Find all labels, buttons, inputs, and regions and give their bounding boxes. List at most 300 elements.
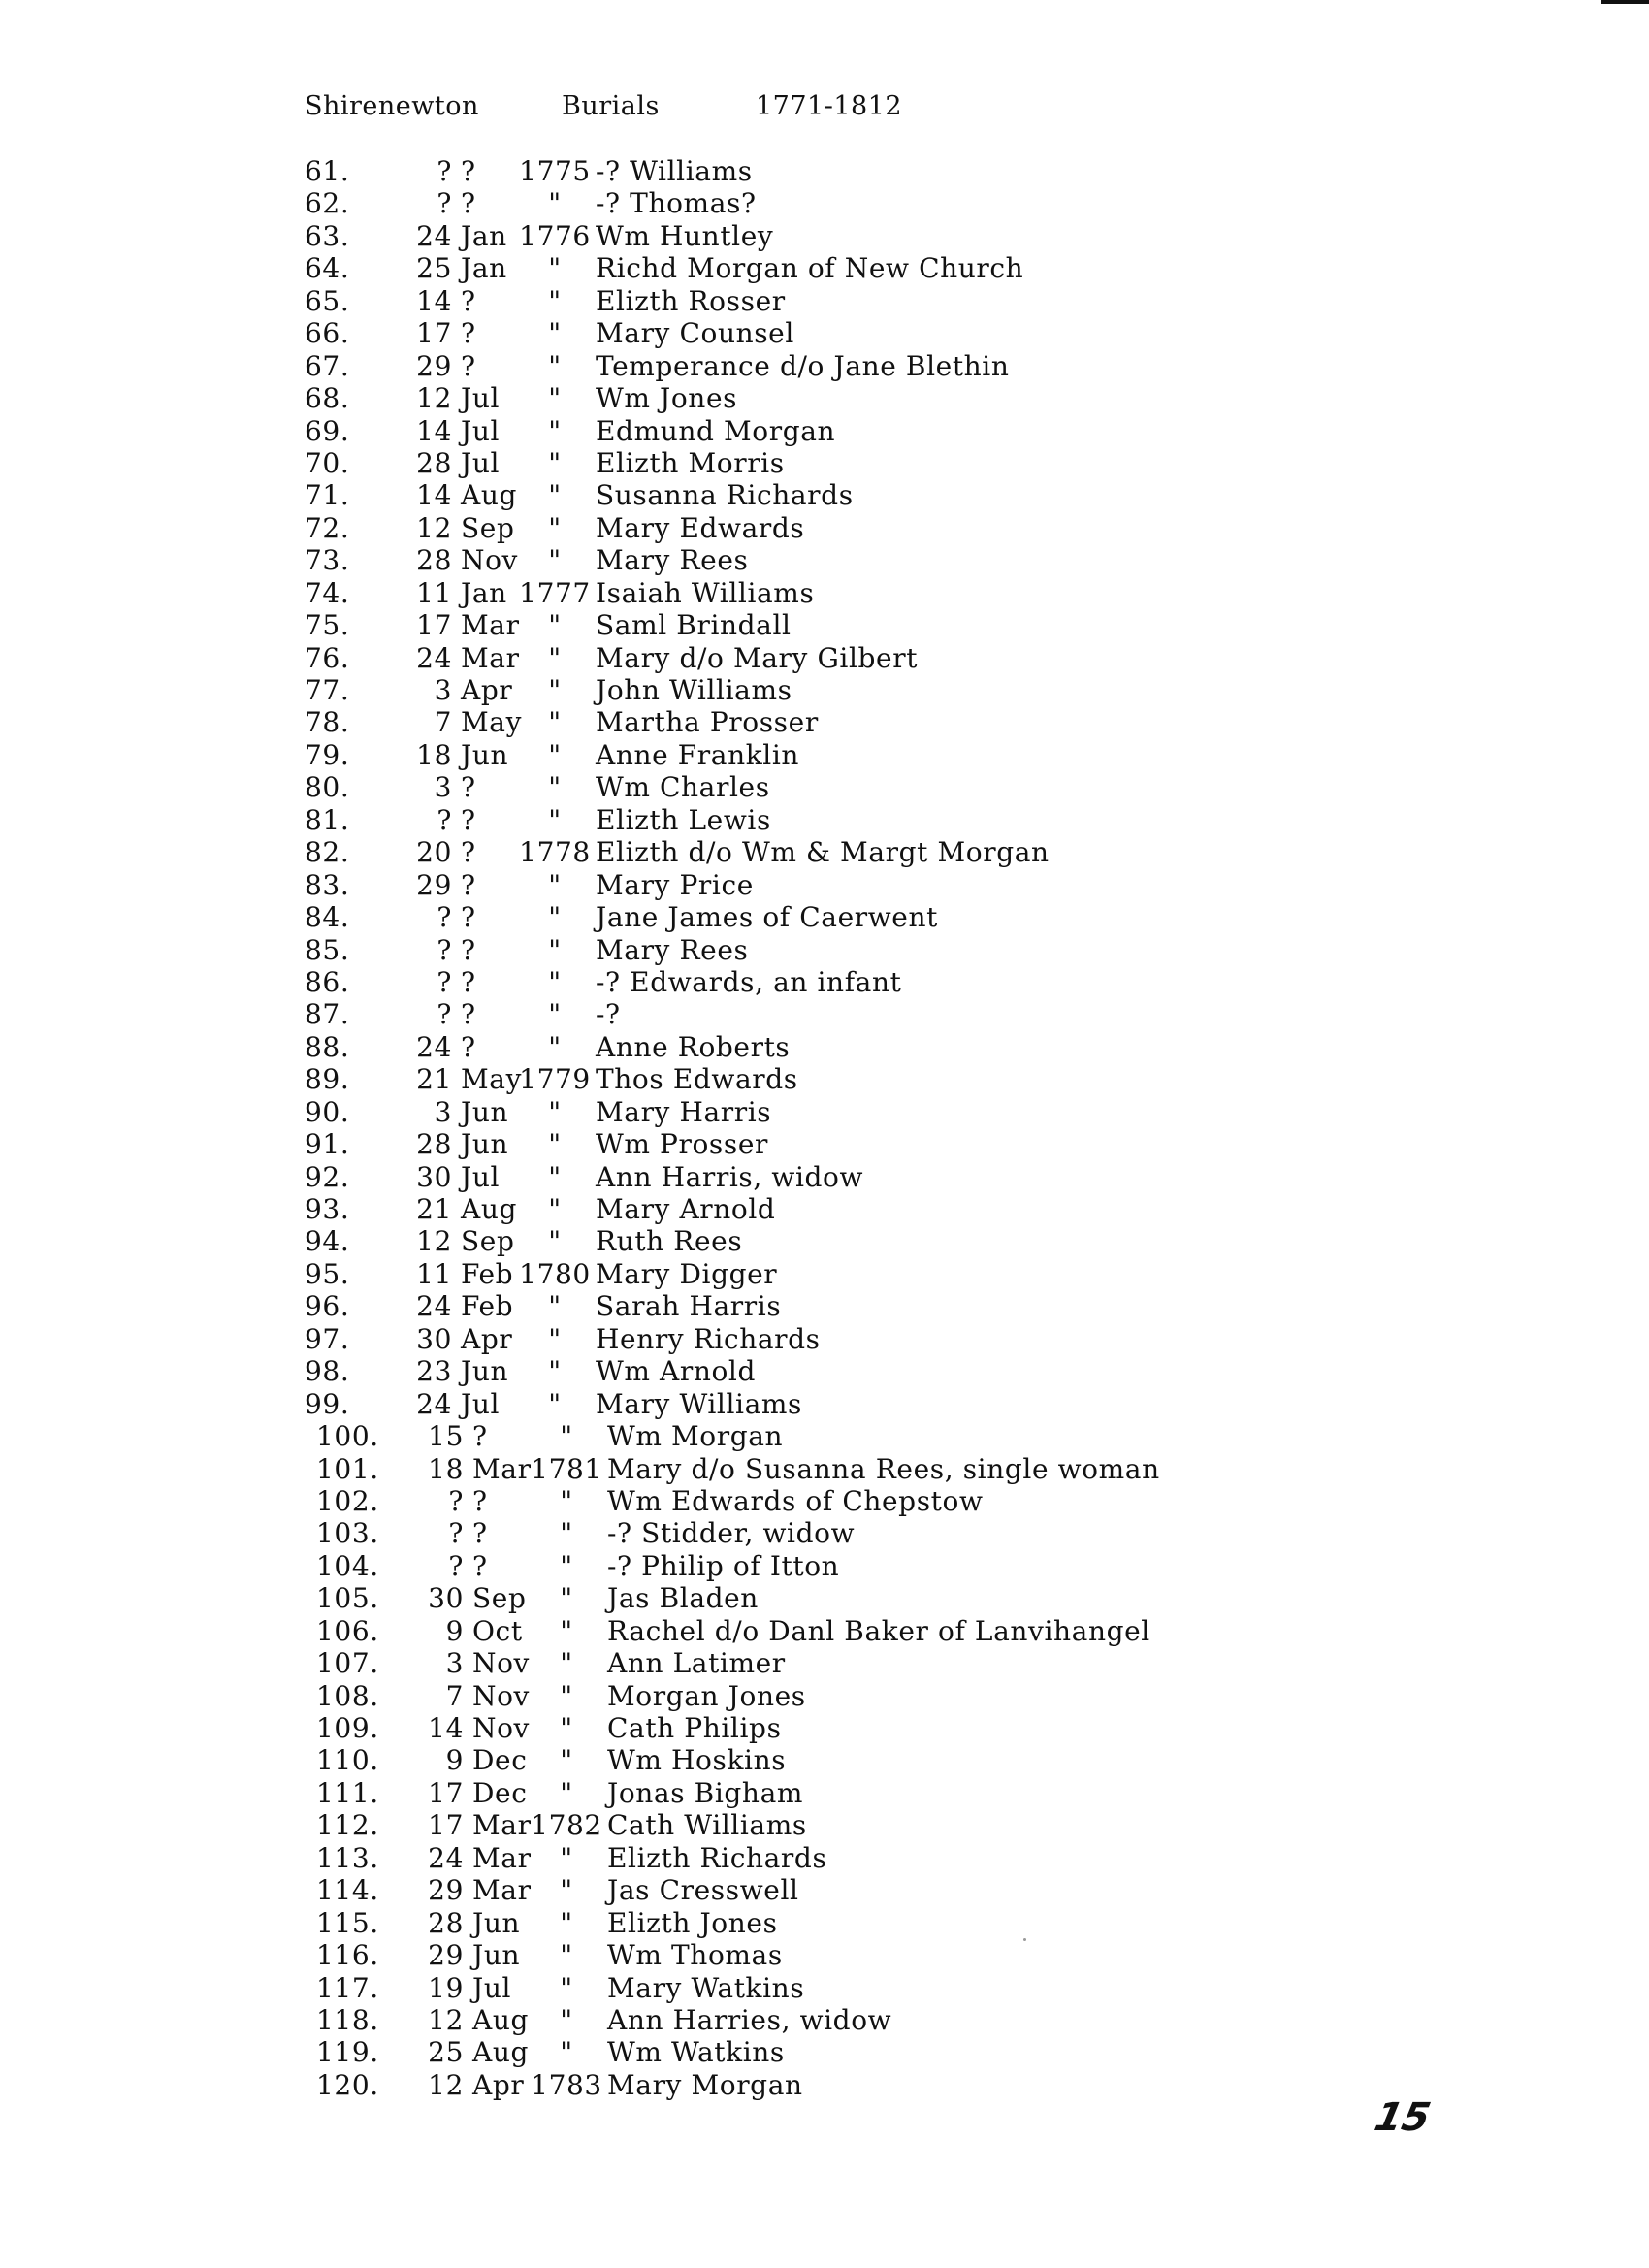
burial-entry	[0, 1550, 1649, 1582]
entry-number: 94.	[305, 1225, 350, 1258]
entry-name: Edmund Morgan	[596, 414, 836, 447]
entry-year: "	[548, 609, 562, 642]
burial-entry	[0, 252, 1649, 284]
entry-name: -? Stidder, widow	[607, 1517, 856, 1550]
entry-month: Mar	[472, 1874, 532, 1907]
entry-year: "	[548, 933, 562, 966]
burial-entry	[0, 1712, 1649, 1744]
entry-number: 120.	[316, 2068, 379, 2101]
entry-name: Wm Edwards of Chepstow	[607, 1484, 984, 1517]
entry-month: Feb	[461, 1290, 514, 1323]
entry-name: Martha Prosser	[596, 706, 819, 739]
entry-year: "	[548, 1387, 562, 1420]
entry-day: 24	[416, 1030, 452, 1063]
entry-year: "	[548, 1193, 562, 1225]
burial-entry	[0, 155, 1649, 187]
entry-name: Cath Philips	[607, 1712, 782, 1744]
entry-name: Jane James of Caerwent	[596, 901, 938, 934]
entry-month: ?	[461, 933, 476, 966]
entry-year: "	[560, 1517, 573, 1550]
entry-number: 65.	[305, 284, 350, 317]
entry-month: ?	[461, 155, 476, 187]
burial-entry	[0, 1809, 1649, 1841]
entry-month: Jul	[461, 1387, 501, 1420]
burial-entry	[0, 739, 1649, 771]
entry-number: 97.	[305, 1322, 350, 1355]
entry-day: 24	[416, 1387, 452, 1420]
burial-entry	[0, 1907, 1649, 1939]
entry-month: Jan	[461, 576, 507, 609]
burial-entry	[0, 1420, 1649, 1452]
entry-year: "	[548, 446, 562, 479]
entry-year: "	[560, 2003, 573, 2036]
entry-name: Wm Charles	[596, 771, 770, 804]
entry-year: "	[548, 1322, 562, 1355]
entry-day: 17	[416, 317, 452, 350]
entry-name: Anne Roberts	[596, 1030, 791, 1063]
entry-number: 93.	[305, 1193, 350, 1225]
entry-day: 24	[416, 1290, 452, 1323]
entry-number: 111.	[316, 1776, 379, 1809]
entry-month: ?	[472, 1517, 488, 1550]
entry-month: Jul	[472, 1971, 512, 2004]
entry-number: 66.	[305, 317, 350, 350]
burial-entry	[0, 415, 1649, 447]
burial-entry	[0, 836, 1649, 868]
burial-entry	[0, 1031, 1649, 1063]
entry-month: Jan	[461, 252, 507, 285]
entry-month: Jun	[461, 1128, 509, 1161]
entry-month: ?	[461, 901, 476, 934]
entry-day: 25	[428, 2036, 464, 2069]
burial-entry	[0, 1939, 1649, 1971]
entry-name: Morgan Jones	[607, 1679, 806, 1712]
entry-year: "	[548, 803, 562, 836]
entry-year: "	[548, 965, 562, 998]
entry-name: Mary d/o Mary Gilbert	[596, 641, 919, 674]
burial-entry	[0, 1582, 1649, 1614]
entry-day: 7	[445, 1679, 464, 1712]
entry-month: Dec	[472, 1744, 528, 1777]
entry-day: 14	[416, 414, 452, 447]
burial-entry	[0, 1128, 1649, 1160]
entry-day: ?	[436, 155, 452, 187]
entry-month: ?	[472, 1549, 488, 1582]
entry-month: Jul	[461, 414, 501, 447]
entry-number: 89.	[305, 1063, 350, 1096]
entry-year: "	[560, 1679, 573, 1712]
entry-day: 3	[445, 1647, 464, 1680]
entry-number: 109.	[316, 1712, 379, 1744]
entry-number: 101.	[316, 1452, 379, 1485]
entry-day: ?	[448, 1517, 464, 1550]
entry-year: "	[548, 382, 562, 415]
entry-name: Mary Williams	[596, 1387, 802, 1420]
entry-number: 64.	[305, 252, 350, 285]
entry-month: May	[461, 706, 522, 739]
entry-name: Elizth Jones	[607, 1906, 778, 1939]
entry-day: 17	[428, 1776, 464, 1809]
entry-year: "	[548, 1290, 562, 1323]
entry-year: "	[548, 479, 562, 512]
burial-entry	[0, 512, 1649, 544]
entry-number: 118.	[316, 2003, 379, 2036]
entry-name: Susanna Richards	[596, 479, 854, 512]
entry-name: Wm Prosser	[596, 1128, 769, 1161]
scan-edge-mark	[1600, 0, 1649, 4]
entry-name: Jonas Bigham	[607, 1776, 804, 1809]
entry-day: 17	[428, 1809, 464, 1842]
entry-number: 104.	[316, 1549, 379, 1582]
burial-entry	[0, 285, 1649, 317]
entry-year: "	[548, 1128, 562, 1161]
entry-name: Jas Cresswell	[607, 1874, 799, 1907]
entry-number: 95.	[305, 1257, 350, 1290]
entry-day: ?	[436, 901, 452, 934]
entry-day: 25	[416, 252, 452, 285]
entry-month: Mar	[472, 1841, 532, 1874]
entry-day: 24	[416, 219, 452, 252]
entry-year: "	[560, 1614, 573, 1647]
entry-year: "	[548, 901, 562, 934]
entry-name: Ann Latimer	[607, 1647, 786, 1680]
entry-day: 19	[428, 1971, 464, 2004]
burial-entry	[0, 382, 1649, 414]
entry-month: ?	[461, 965, 476, 998]
entry-day: 29	[428, 1939, 464, 1972]
burial-entry	[0, 2036, 1649, 2068]
entry-day: ?	[436, 933, 452, 966]
entry-day: 21	[416, 1063, 452, 1096]
entry-year: "	[548, 187, 562, 220]
entry-name: Elizth Lewis	[596, 803, 771, 836]
entry-day: 18	[428, 1452, 464, 1485]
entry-name: Temperance d/o Jane Blethin	[596, 349, 1010, 382]
entry-year: "	[548, 1225, 562, 1258]
burial-entry	[0, 350, 1649, 382]
entry-number: 100.	[316, 1420, 379, 1453]
entry-month: Mar	[461, 641, 520, 674]
entry-month: ?	[461, 836, 476, 869]
burial-entry	[0, 2004, 1649, 2036]
entry-day: 17	[416, 609, 452, 642]
entry-number: 83.	[305, 868, 350, 901]
burial-entry	[0, 901, 1649, 933]
entry-number: 91.	[305, 1128, 350, 1161]
entry-year: "	[548, 1355, 562, 1388]
entry-day: 30	[416, 1160, 452, 1193]
entry-year: "	[548, 349, 562, 382]
entry-month: Jun	[472, 1906, 521, 1939]
entry-day: 29	[416, 868, 452, 901]
entry-number: 98.	[305, 1355, 350, 1388]
entry-name: Mary Digger	[596, 1257, 778, 1290]
burial-entry	[0, 1161, 1649, 1193]
entry-day: 3	[434, 771, 452, 804]
entry-name: Jas Bladen	[607, 1582, 759, 1615]
burial-entry	[0, 1777, 1649, 1809]
entry-day: 12	[416, 511, 452, 544]
entry-name: Mary Harris	[596, 1095, 772, 1128]
entry-year: 1783	[531, 2068, 602, 2101]
entry-number: 92.	[305, 1160, 350, 1193]
entry-name: Mary Watkins	[607, 1971, 805, 2004]
entry-name: Wm Thomas	[607, 1939, 783, 1972]
entry-year: "	[548, 252, 562, 285]
entry-month: Sep	[461, 1225, 515, 1258]
entry-month: ?	[461, 349, 476, 382]
burial-list	[0, 155, 1649, 2101]
entry-name: -? Edwards, an infant	[596, 965, 902, 998]
entry-year: "	[560, 1484, 573, 1517]
entry-month: Apr	[461, 1322, 513, 1355]
entry-name: Rachel d/o Danl Baker of Lanvihangel	[607, 1614, 1150, 1647]
entry-number: 74.	[305, 576, 350, 609]
entry-name: Mary Morgan	[607, 2068, 803, 2101]
entry-number: 61.	[305, 155, 350, 187]
burial-entry	[0, 1355, 1649, 1387]
entry-day: 3	[434, 674, 452, 706]
entry-name: Richd Morgan of New Church	[596, 252, 1024, 285]
entry-month: May	[461, 1063, 522, 1096]
entry-month: Nov	[472, 1712, 530, 1744]
entry-month: Jan	[461, 219, 507, 252]
burial-entry	[0, 966, 1649, 998]
entry-number: 119.	[316, 2036, 379, 2069]
entry-year: "	[560, 1776, 573, 1809]
entry-number: 85.	[305, 933, 350, 966]
entry-day: ?	[436, 998, 452, 1031]
entry-number: 106.	[316, 1614, 379, 1647]
burial-entry	[0, 642, 1649, 674]
entry-month: Mar	[472, 1452, 532, 1485]
entry-day: 14	[428, 1712, 464, 1744]
entry-day: 18	[416, 738, 452, 771]
entry-name: Wm Jones	[596, 382, 738, 415]
entry-name: -?	[596, 998, 621, 1031]
entry-year: "	[560, 1549, 573, 1582]
handwritten-page-number: 15	[1371, 2095, 1435, 2140]
entry-year: "	[548, 284, 562, 317]
burial-entry	[0, 220, 1649, 252]
entry-day: 15	[428, 1420, 464, 1453]
entry-month: Feb	[461, 1257, 514, 1290]
entry-year: "	[548, 414, 562, 447]
entry-month: ?	[461, 771, 476, 804]
entry-year: "	[560, 1874, 573, 1907]
entry-number: 62.	[305, 187, 350, 220]
entry-month: Dec	[472, 1776, 528, 1809]
entry-number: 99.	[305, 1387, 350, 1420]
burial-entry	[0, 998, 1649, 1030]
burial-entry	[0, 187, 1649, 219]
entry-day: 12	[416, 382, 452, 415]
entry-month: Aug	[472, 2036, 529, 2069]
entry-day: 11	[416, 1257, 452, 1290]
entry-day: 30	[416, 1322, 452, 1355]
entry-day: 14	[416, 284, 452, 317]
entry-name: Thos Edwards	[596, 1063, 798, 1096]
entry-number: 82.	[305, 836, 350, 869]
entry-number: 107.	[316, 1647, 379, 1680]
entry-name: Ann Harries, widow	[607, 2003, 892, 2036]
entry-name: Mary Price	[596, 868, 754, 901]
entry-month: Jun	[461, 738, 509, 771]
burial-entry	[0, 1323, 1649, 1355]
entry-number: 113.	[316, 1841, 379, 1874]
entry-day: ?	[448, 1549, 464, 1582]
burial-entry	[0, 1485, 1649, 1517]
entry-day: 28	[416, 446, 452, 479]
entry-name: Mary Counsel	[596, 317, 794, 350]
entry-number: 86.	[305, 965, 350, 998]
entry-month: ?	[461, 1030, 476, 1063]
entry-name: Mary Arnold	[596, 1193, 776, 1225]
entry-year: "	[548, 511, 562, 544]
entry-year: "	[548, 706, 562, 739]
entry-year: 1775	[519, 155, 591, 187]
entry-number: 79.	[305, 738, 350, 771]
entry-day: 14	[416, 479, 452, 512]
entry-number: 84.	[305, 901, 350, 934]
entry-year: "	[560, 1712, 573, 1744]
entry-number: 80.	[305, 771, 350, 804]
entry-year: "	[548, 641, 562, 674]
entry-number: 68.	[305, 382, 350, 415]
burial-entry	[0, 1874, 1649, 1906]
entry-year: "	[548, 1030, 562, 1063]
entry-year: "	[560, 1420, 573, 1453]
entry-number: 87.	[305, 998, 350, 1031]
entry-name: -? Philip of Itton	[607, 1549, 840, 1582]
entry-name: Isaiah Williams	[596, 576, 815, 609]
entry-name: Saml Brindall	[596, 609, 792, 642]
entry-day: 23	[416, 1355, 452, 1388]
entry-day: 24	[416, 641, 452, 674]
entry-day: 7	[434, 706, 452, 739]
entry-month: ?	[461, 868, 476, 901]
entry-month: Jun	[472, 1939, 521, 1972]
burial-entry	[0, 1258, 1649, 1290]
entry-day: 20	[416, 836, 452, 869]
entry-name: -? Thomas?	[596, 187, 757, 220]
entry-name: Wm Huntley	[596, 219, 774, 252]
entry-month: ?	[461, 803, 476, 836]
entry-year: "	[548, 738, 562, 771]
burial-entry	[0, 1388, 1649, 1420]
entry-number: 81.	[305, 803, 350, 836]
entry-month: ?	[461, 998, 476, 1031]
entry-name: -? Williams	[596, 155, 753, 187]
entry-day: 9	[445, 1744, 464, 1777]
entry-number: 78.	[305, 706, 350, 739]
entry-year: "	[560, 1971, 573, 2004]
entry-month: ?	[461, 284, 476, 317]
entry-year: 1778	[519, 836, 591, 869]
entry-month: Jun	[461, 1355, 509, 1388]
burial-entry	[0, 609, 1649, 641]
burial-entry	[0, 804, 1649, 836]
burial-entry	[0, 934, 1649, 966]
entry-month: Nov	[472, 1679, 530, 1712]
burial-entry	[0, 479, 1649, 511]
entry-month: Oct	[472, 1614, 523, 1647]
entry-year: "	[560, 1647, 573, 1680]
entry-day: ?	[448, 1484, 464, 1517]
entry-year: "	[548, 771, 562, 804]
entry-name: Mary Rees	[596, 544, 749, 577]
entry-month: Jul	[461, 446, 501, 479]
entry-number: 69.	[305, 414, 350, 447]
entry-month: Jun	[461, 1095, 509, 1128]
entry-name: Elizth d/o Wm & Margt Morgan	[596, 836, 1050, 869]
burial-entry	[0, 1615, 1649, 1647]
entry-number: 102.	[316, 1484, 379, 1517]
entry-month: Mar	[472, 1809, 532, 1842]
entry-day: ?	[436, 187, 452, 220]
burial-entry	[0, 1096, 1649, 1128]
entry-number: 67.	[305, 349, 350, 382]
entry-day: ?	[436, 803, 452, 836]
entry-day: 28	[416, 544, 452, 577]
burial-entry	[0, 771, 1649, 803]
entry-month: Nov	[461, 544, 518, 577]
entry-name: Mary Rees	[596, 933, 749, 966]
entry-name: Cath Williams	[607, 1809, 807, 1842]
entry-month: Jul	[461, 1160, 501, 1193]
entry-month: Jul	[461, 382, 501, 415]
burial-entry	[0, 1225, 1649, 1257]
entry-month: ?	[461, 317, 476, 350]
entry-day: 29	[428, 1874, 464, 1907]
entry-number: 70.	[305, 446, 350, 479]
entry-year: "	[560, 2036, 573, 2069]
entry-name: Elizth Rosser	[596, 284, 786, 317]
burial-entry	[0, 1680, 1649, 1712]
entry-day: 29	[416, 349, 452, 382]
entry-year: "	[548, 868, 562, 901]
entry-year: "	[560, 1582, 573, 1615]
entry-day: 30	[428, 1582, 464, 1615]
entry-month: Apr	[461, 674, 513, 706]
burial-entry	[0, 869, 1649, 901]
burial-entry	[0, 1972, 1649, 2004]
burial-entry	[0, 1744, 1649, 1776]
entry-day: 9	[445, 1614, 464, 1647]
burial-entry	[0, 1842, 1649, 1874]
entry-day: 3	[434, 1095, 452, 1128]
entry-number: 112.	[316, 1809, 379, 1842]
entry-month: ?	[472, 1420, 488, 1453]
entry-number: 115.	[316, 1906, 379, 1939]
entry-name: Wm Hoskins	[607, 1744, 787, 1777]
burial-entry	[0, 1193, 1649, 1225]
entry-number: 108.	[316, 1679, 379, 1712]
burial-entry	[0, 1647, 1649, 1679]
entry-name: Elizth Richards	[607, 1841, 827, 1874]
burial-entry	[0, 544, 1649, 576]
header-place: Shirenewton	[305, 91, 479, 121]
entry-number: 117.	[316, 1971, 379, 2004]
entry-month: Apr	[472, 2068, 525, 2101]
entry-month: Aug	[472, 2003, 529, 2036]
entry-year: 1779	[519, 1063, 591, 1096]
entry-number: 63.	[305, 219, 350, 252]
entry-day: 28	[416, 1128, 452, 1161]
entry-number: 71.	[305, 479, 350, 512]
header-record-type: Burials	[562, 91, 660, 121]
entry-day: 28	[428, 1906, 464, 1939]
